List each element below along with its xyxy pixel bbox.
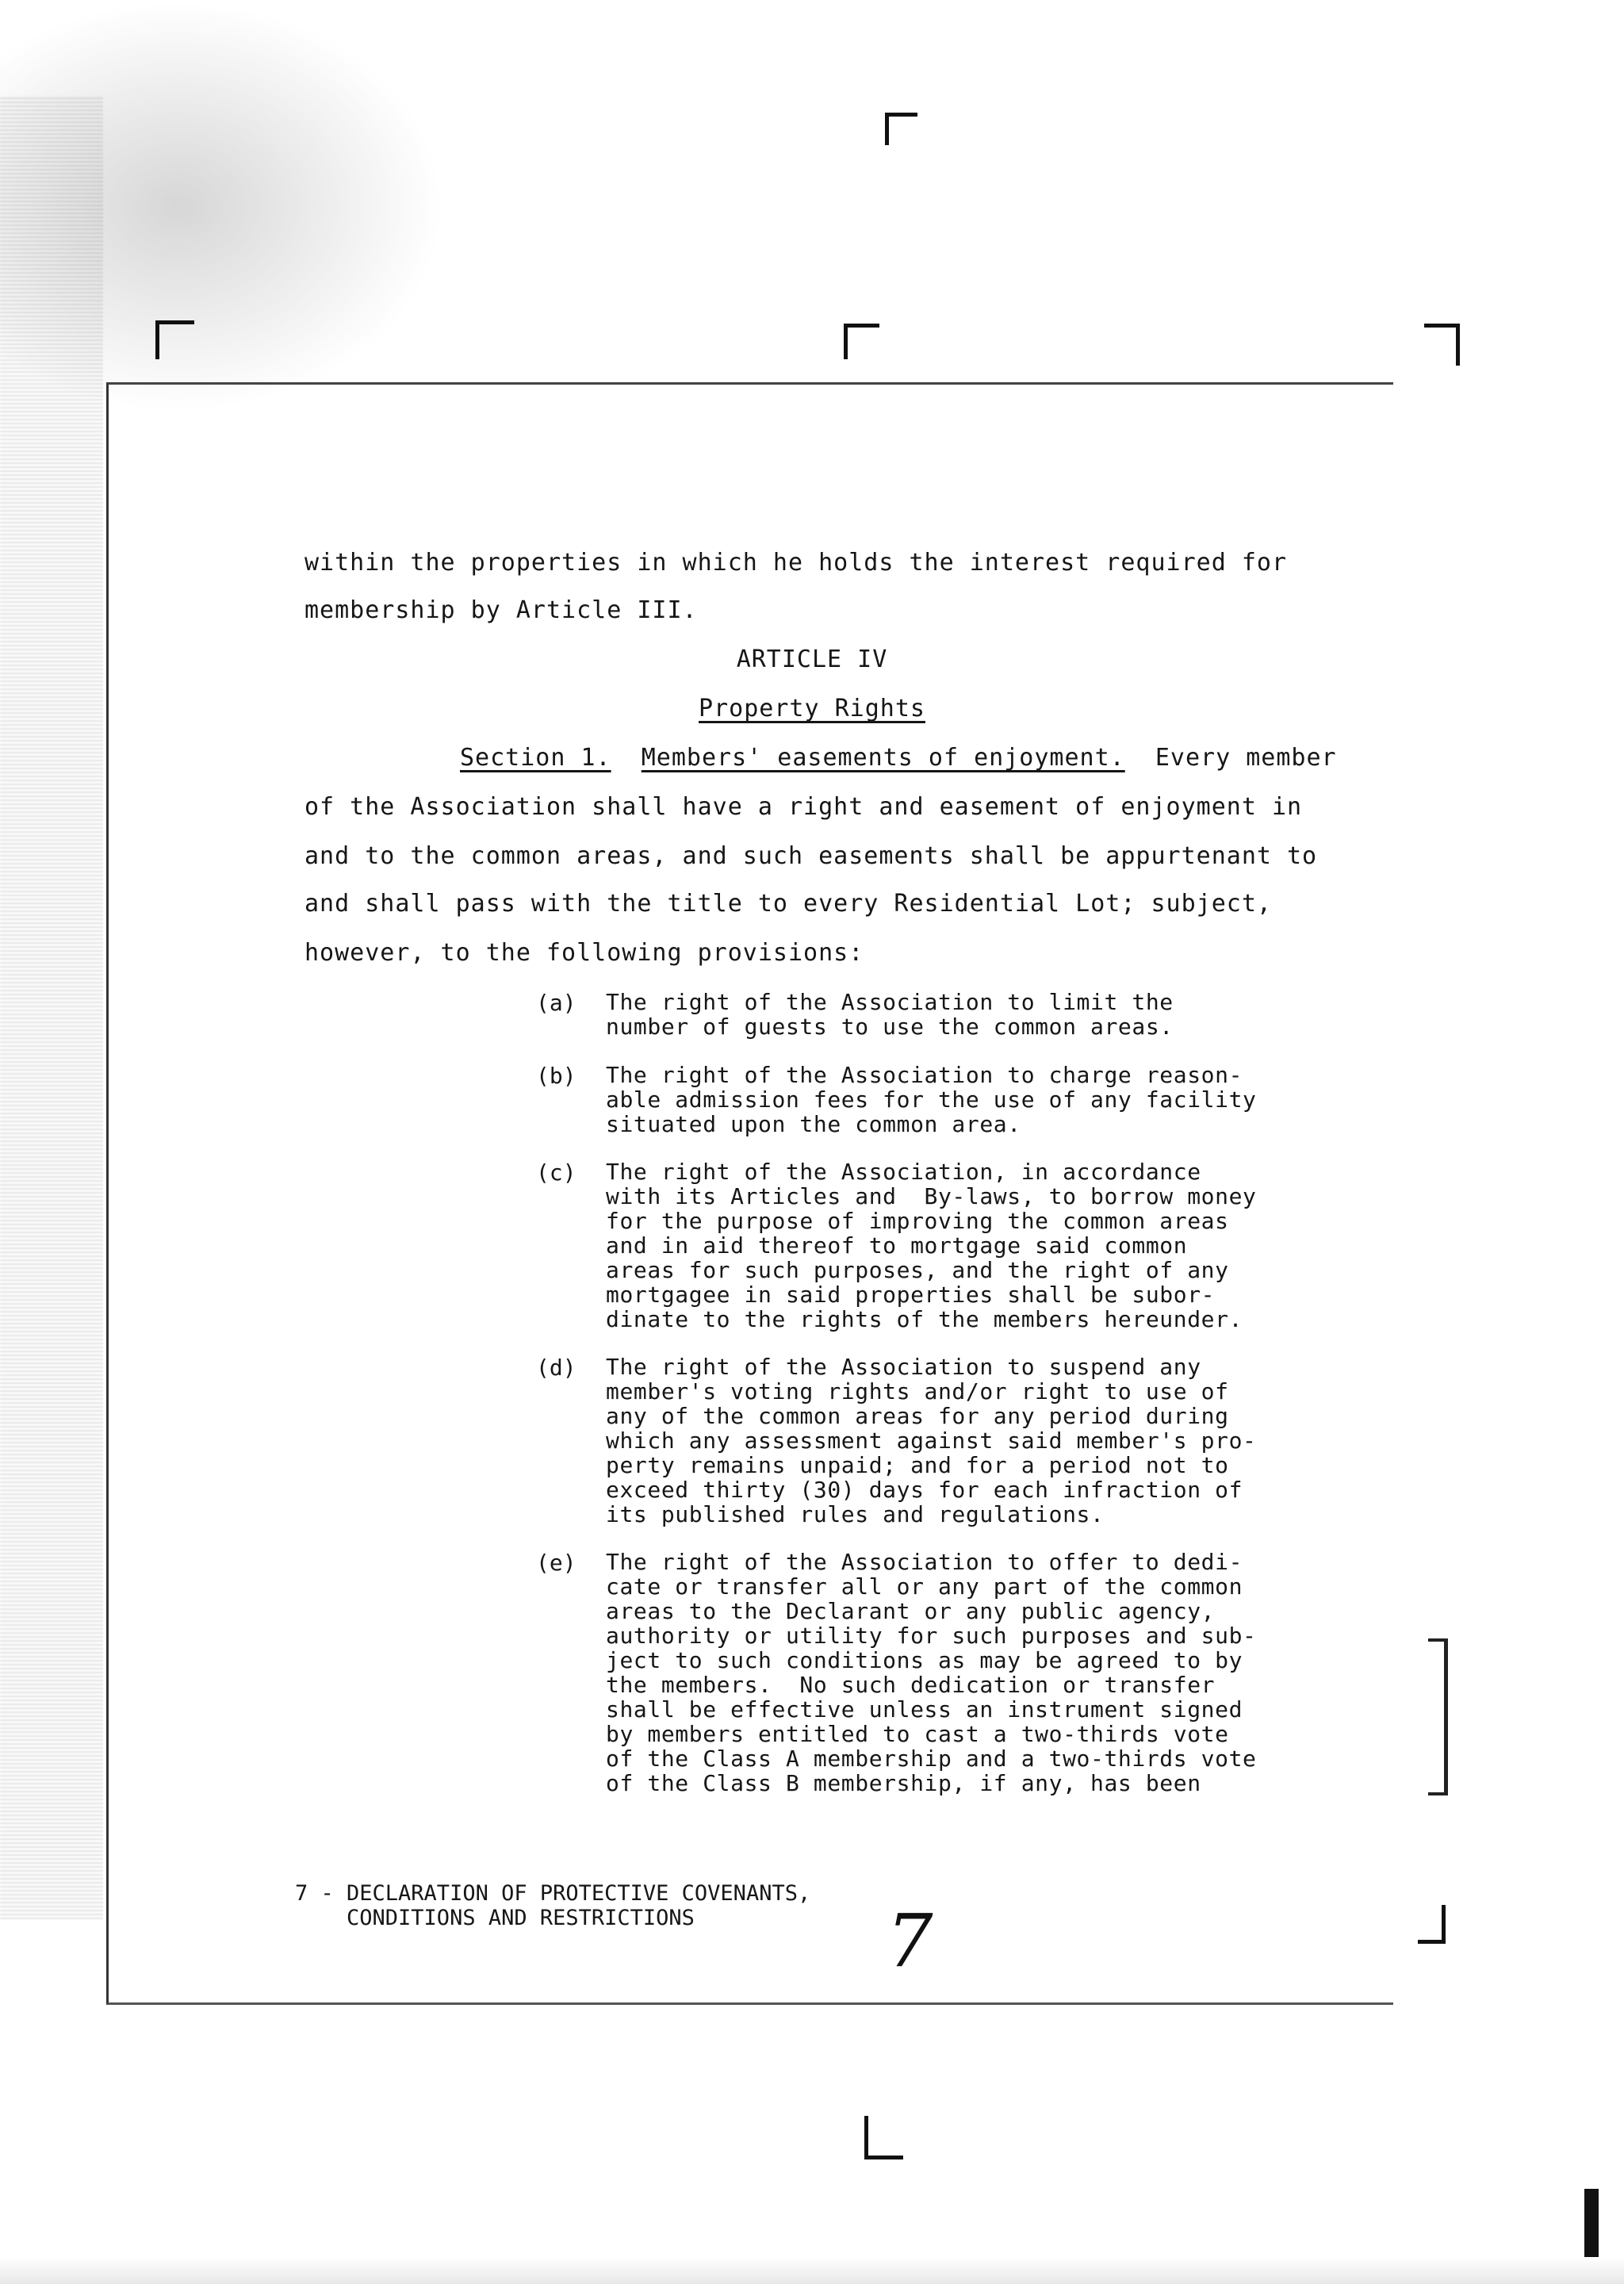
body-line-4: however, to the following provisions:	[304, 939, 864, 967]
article-heading: ARTICLE IV	[736, 646, 888, 673]
item-c-label: (c)	[536, 1159, 576, 1186]
scan-bottom-edge	[0, 2257, 1624, 2284]
item-e-text: The right of the Association to offer to dedi- cate or transfer all or any part of the common areas to the Declarant or any public agency, authority or utility for such purposes and sub- ject to such conditions as may be agreed to by the members. No such dedication or transfer shall be effective unless an instrument signed by members entitled to cast a two-thirds vote of the Class A membership and a two-thirds vote of the Class B membership, if any, has been	[606, 1549, 1257, 1796]
article-title: Property Rights	[699, 695, 925, 722]
crop-mark-top-right	[1424, 324, 1460, 366]
body-line-1: of the Association shall have a right and easement of enjoyment in	[304, 793, 1303, 821]
item-a-text: The right of the Association to limit the number of guests to use the common areas.	[606, 989, 1174, 1040]
page-footer: 7 - DECLARATION OF PROTECTIVE COVENANTS, CONDITIONS AND RESTRICTIONS	[295, 1881, 811, 1930]
continuation-line-1: within the properties in which he holds the interest required for	[304, 549, 1287, 577]
section-label: Section 1.	[460, 744, 611, 772]
handwritten-page-number: 7	[887, 1899, 933, 1983]
crop-mark-top-middle	[844, 324, 879, 359]
item-b-label: (b)	[536, 1063, 576, 1089]
item-d-text: The right of the Association to suspend any member's voting rights and/or right to use of any of the common areas for any period during which any assessment against said member's pro- perty remains unpaid; and for a period not to exceed thirty (30) days for each infraction of its published rules and regulations.	[606, 1354, 1257, 1527]
item-e-label: (e)	[536, 1550, 576, 1576]
crop-mark-top-left	[155, 320, 194, 359]
margin-bracket	[1428, 1638, 1448, 1795]
item-d-label: (d)	[536, 1355, 576, 1381]
item-c-text: The right of the Association, in accordance with its Articles and By-laws, to borrow money for the purpose of improving the common areas and in aid thereof to mortgage said common areas for such purposes, and the right of any mortgagee in said properties shall be subor- dinate to the rights of the members hereunder.	[606, 1159, 1257, 1332]
crop-mark-bottom-right	[1418, 1905, 1446, 1944]
body-line-3: and shall pass with the title to every Residential Lot; subject,	[304, 890, 1272, 918]
crop-mark-bottom-center	[864, 2116, 903, 2159]
item-b-text: The right of the Association to charge reason- able admission fees for the use of any facility situated upon the common area.	[606, 1062, 1257, 1137]
body-line-2: and to the common areas, and such easements shall be appurtenant to	[304, 842, 1318, 870]
section-line	[460, 744, 1337, 772]
scan-noise	[0, 95, 103, 1919]
section-title: Members' easements of enjoyment.	[641, 744, 1125, 772]
continuation-line-2: membership by Article III.	[304, 596, 698, 624]
crop-mark-top-center	[885, 113, 917, 145]
item-a-label: (a)	[536, 990, 576, 1016]
section-lead: Every member	[1155, 744, 1337, 772]
